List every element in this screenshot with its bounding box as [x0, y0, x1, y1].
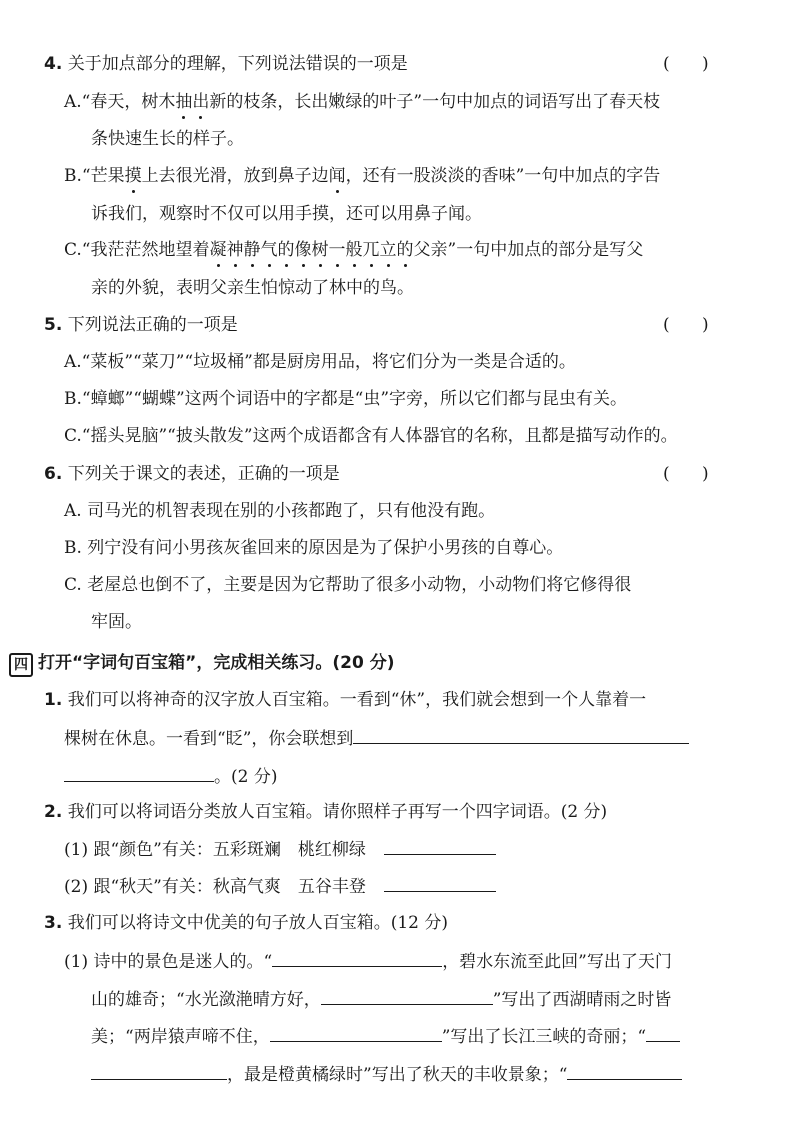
s2-number: 2.	[44, 802, 63, 822]
emphasis-dot-char: 像	[294, 240, 312, 260]
q6-number: 6.	[44, 464, 63, 484]
s3-p2: 山的雄奇；“水光潋滟晴方好， ”写出了西湖晴雨之时皆	[91, 990, 672, 1010]
q4-option-c-line2: 亲的外貌，表明父亲生怕惊动了林中的鸟。	[91, 278, 414, 298]
emphasis-dot-char: 的	[396, 240, 414, 260]
q4-option-a-line1: A.“春天，树木抽出新的枝条，长出嫩绿的叶子”一句中加点的词语写出了春天枝	[64, 92, 661, 112]
emphasis-dot-char: 出	[192, 92, 210, 112]
answer-blank[interactable]	[272, 950, 442, 967]
emphasis-dot-char: 立	[379, 240, 397, 260]
answer-blank[interactable]	[353, 727, 689, 744]
q5-stem: 下列说法正确的一项是	[67, 315, 238, 335]
q5-option-a: A.“菜板”“菜刀”“垃圾桶”都是厨房用品，将它们分为一类是合适的。	[64, 352, 576, 372]
q6-option-b: B. 列宁没有问小男孩灰雀回来的原因是为了保护小男孩的自尊心。	[64, 538, 564, 558]
s2-item1: (1) 跟“颜色”有关：五彩斑斓 桃红柳绿	[64, 838, 496, 861]
answer-blank[interactable]	[270, 1025, 442, 1042]
s1-number: 1.	[44, 690, 63, 710]
s1-line2: 棵树在休息。一看到“眨”，你会联想到	[64, 727, 689, 750]
s2-stem-line: 2. 我们可以将词语分类放人百宝箱。请你照样子再写一个四字词语。(2 分)	[44, 802, 608, 822]
q5-option-b: B.“蟑螂”“蝴蝶”这两个词语中的字都是“虫”字旁，所以它们都与昆虫有关。	[64, 389, 628, 409]
answer-blank[interactable]	[384, 875, 496, 892]
s3-number: 3.	[44, 913, 63, 933]
q5-number: 5.	[44, 315, 63, 335]
q4-option-c-line1: C.“我茫茫然地望着凝神静气的像树一般兀立的父亲”一句中加点的部分是写父	[64, 240, 644, 260]
q6-option-a: A. 司马光的机智表现在别的小孩都跑了，只有他没有跑。	[64, 501, 496, 521]
q6-stem-line	[44, 463, 340, 485]
emphasis-dot-char: 气	[260, 240, 278, 260]
q4-answer-paren[interactable]: ( )	[663, 54, 709, 74]
q5-stem-line	[44, 314, 238, 336]
q4-option-a-line2: 条快速生长的样子。	[91, 129, 244, 149]
emphasis-dot-char: 闻	[328, 166, 346, 186]
q6-option-c-line2: 牢固。	[91, 612, 142, 632]
q6-option-c-line1: C. 老屋总也倒不了，主要是因为它帮助了很多小动物，小动物们将它修得很	[64, 575, 632, 595]
emphasis-dot-char: 静	[243, 240, 261, 260]
emphasis-dot-char: 树	[311, 240, 329, 260]
answer-blank[interactable]	[321, 988, 493, 1005]
s3-p3: 美；“两岸猿声啼不住， ”写出了长江三峡的奇丽；“	[91, 1025, 680, 1048]
s1-line3: 。(2 分)	[64, 765, 277, 788]
section-number-badge: 四	[9, 653, 33, 677]
q4-stem: 关于加点部分的理解，下列说法错误的一项是	[67, 54, 408, 74]
s2-item2: (2) 跟“秋天”有关：秋高气爽 五谷丰登	[64, 875, 496, 898]
s3-p1: (1) 诗中的景色是迷人的。“ ，碧水东流至此回”写出了天门	[64, 952, 672, 972]
emphasis-dot-char: 般	[345, 240, 363, 260]
emphasis-dot-char: 抽	[175, 92, 193, 112]
emphasis-dot-char: 神	[226, 240, 244, 260]
q5-answer-paren[interactable]: ( )	[663, 315, 709, 335]
section-title: 打开“字词句百宝箱”，完成相关练习。(20 分)	[38, 653, 395, 673]
q4-stem-line	[44, 53, 408, 75]
emphasis-dot-char: 一	[328, 240, 346, 260]
q5-option-c: C.“摇头晃脑”“披头散发”这两个成语都含有人体器官的名称，且都是描写动作的。	[64, 426, 678, 446]
emphasis-dot-char: 摸	[124, 166, 142, 186]
s1-line1: 1. 我们可以将神奇的汉字放人百宝箱。一看到“休”，我们就会想到一个人靠着一	[44, 690, 647, 710]
s3-stem-line: 3. 我们可以将诗文中优美的句子放人百宝箱。(12 分)	[44, 913, 449, 933]
s3-p4: ，最是橙黄橘绿时”写出了秋天的丰收景象；“	[91, 1063, 682, 1086]
answer-blank[interactable]	[64, 765, 214, 782]
emphasis-dot-char: 的	[277, 240, 295, 260]
q4-option-b-line2: 诉我们，观察时不仅可以用手摸，还可以用鼻子闻。	[91, 204, 482, 224]
answer-blank[interactable]	[646, 1025, 680, 1042]
q4-option-b-line1: B.“芒果摸上去很光滑，放到鼻子边闻，还有一股淡淡的香味”一句中加点的字告	[64, 166, 661, 186]
q6-stem: 下列关于课文的表述，正确的一项是	[67, 464, 340, 484]
answer-blank[interactable]	[91, 1063, 227, 1080]
q6-answer-paren[interactable]: ( )	[663, 464, 709, 484]
answer-blank[interactable]	[567, 1063, 682, 1080]
emphasis-dot-char: 兀	[362, 240, 380, 260]
answer-blank[interactable]	[384, 838, 496, 855]
q4-number: 4.	[44, 54, 63, 74]
emphasis-dot-char: 凝	[209, 240, 227, 260]
